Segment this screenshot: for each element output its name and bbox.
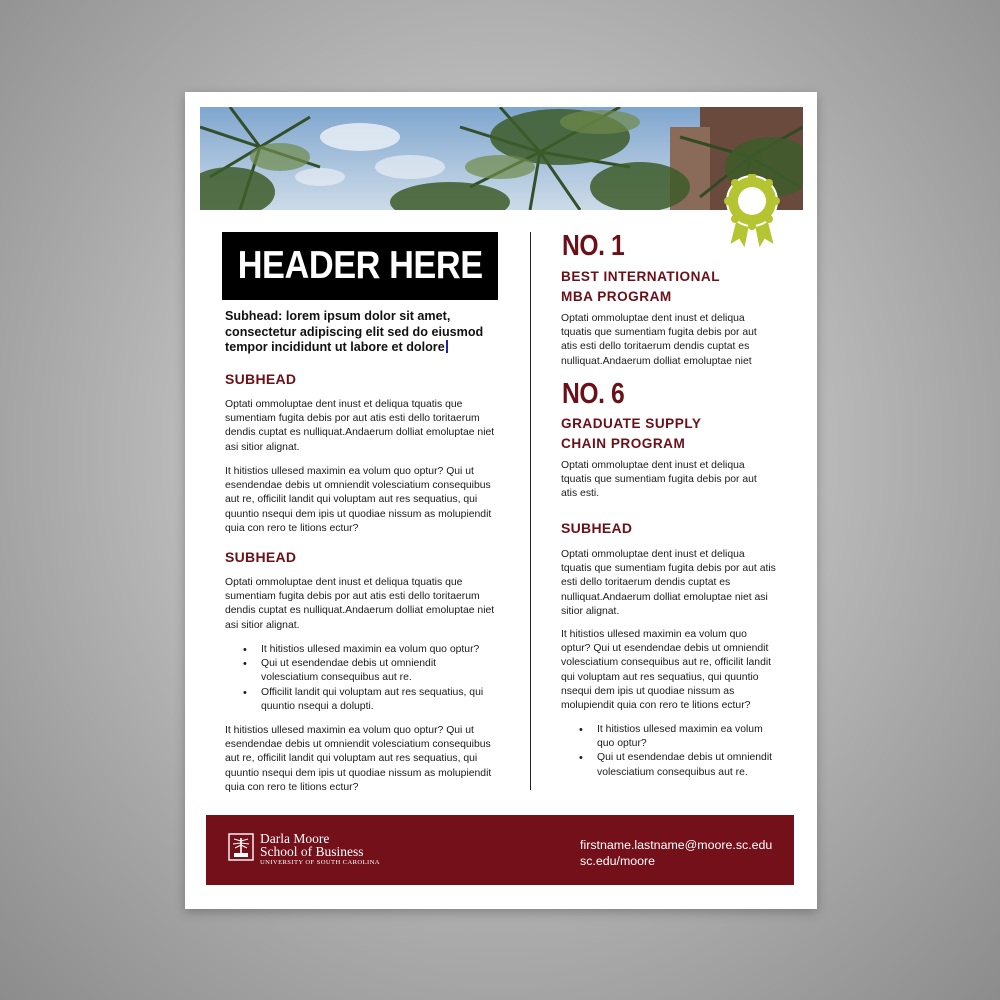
right-paragraph-2-text: It hitistios ullesed maximin ea volum quo optur? Qui ut esendendae debis ut omniendit volesciatium consequibus aut re, officilit landit qui voluptam aut res sequatius, qui quuntio nsequi dem ipis ut quodiae nissum as molupiendit quia con rero te litions ectur? — [561, 629, 772, 712]
left-bullet-list — [243, 643, 493, 714]
rank-1-paragraph — [561, 312, 771, 369]
rank-6-title — [561, 414, 701, 454]
footer-bar — [206, 815, 794, 885]
right-subhead: SUBHEAD — [561, 520, 633, 536]
rank-1-paragraph-text: Optati ommoluptae dent inust et deliqua tquatis que sumentiam fugita debis por aut atis esti dello toritaerum dendis cuptat es nulliquat.Andaerum dolliat emoluptae niet — [561, 313, 757, 367]
logo-university-name: UNIVERSITY OF SOUTH CAROLINA — [260, 859, 380, 866]
lead-subhead-text: Subhead: lorem ipsum dolor sit amet, consectetur adipiscing elit sed do eiusmod tempor incididunt ut labore et dolore — [225, 309, 484, 354]
left-paragraph-2-text: It hitistios ullesed maximin ea volum quo optur? Qui ut esendendae debis ut omniendit volesciatium consequibus aut re, officilit landit qui voluptam aut res sequatius, qui quuntio nsequi dem ipis ut quodiae nissum as molupiendit quia con rero te litions ectur? — [225, 466, 492, 534]
university-seal-icon — [228, 833, 254, 861]
rank-1-number: NO. 1 — [562, 230, 625, 262]
right-bullet-list — [579, 723, 779, 780]
left-paragraph-4-text: It hitistios ullesed maximin ea volum quo optur? Qui ut esendendae debis ut omniendit volesciatium consequibus aut re, officilit landit qui voluptam aut res sequatius, qui quuntio nsequi dem ipis ut quodiae nissum as molupiendit quia con rero te litions ectur? — [225, 725, 492, 793]
left-paragraph-3 — [225, 576, 500, 633]
right-paragraph-2 — [561, 628, 776, 713]
list-item: • It hitistios ullesed maximin ea volum quo optur? — [243, 643, 493, 657]
left-paragraph-2 — [225, 465, 505, 536]
text-cursor — [446, 340, 448, 353]
list-item: • Qui ut esendendae debis ut omniendit volesciatium consequibus aut re. — [579, 751, 779, 779]
contact-website[interactable]: sc.edu/moore — [580, 854, 656, 868]
header-title-box — [222, 232, 498, 300]
rank-6-paragraph-text: Optati ommoluptae dent inust et deliqua tquatis que sumentiam fugita debis por aut atis esti. — [561, 460, 757, 500]
rank-1-title — [561, 267, 720, 307]
left-paragraph-1-text: Optati ommoluptae dent inust et deliqua tquatis que sumentiam fugita debis por aut atis esti dello toritaerum dendis cuptat es nulliquat.Andaerum dolliat emoluptae niet asi sitior alignat. — [225, 399, 495, 453]
left-subhead-2: SUBHEAD — [225, 549, 297, 565]
rank-6-title-line-2: CHAIN PROGRAM — [561, 436, 686, 451]
contact-info — [580, 837, 772, 869]
left-paragraph-3-text: Optati ommoluptae dent inust et deliqua tquatis que sumentiam fugita debis por aut atis esti dello toritaerum dendis cuptat es nulliquat.Andaerum dolliat emoluptae niet asi sitior alignat. — [225, 577, 495, 631]
rank-6-number: NO. 6 — [562, 378, 625, 410]
logo-name-line-2: School of Business — [260, 844, 364, 859]
rank-6-paragraph — [561, 459, 771, 502]
left-paragraph-1 — [225, 398, 500, 455]
award-ribbon-icon — [723, 174, 781, 252]
rank-1-title-line-2: MBA PROGRAM — [561, 289, 672, 304]
rank-1-title-line-1: BEST INTERNATIONAL — [561, 269, 721, 284]
contact-email[interactable]: firstname.lastname@moore.sc.edu — [580, 838, 773, 852]
right-paragraph-1 — [561, 548, 777, 619]
column-divider — [530, 232, 531, 790]
logo-name-line-1: Darla Moore — [260, 831, 330, 846]
flyer-page — [185, 92, 817, 909]
header-banner-image — [200, 107, 803, 210]
palm-trees-photo — [200, 107, 803, 210]
left-subhead-1: SUBHEAD — [225, 371, 297, 387]
list-item: • Qui ut esendendae debis ut omniendit volesciatium consequibus aut re. — [243, 657, 493, 685]
right-paragraph-1-text: Optati ommoluptae dent inust et deliqua tquatis que sumentiam fugita debis por aut atis esti dello toritaerum dendis cuptat es nulliquat.Andaerum dolliat emoluptae niet asi sitior alignat. — [561, 549, 776, 617]
header-title: HEADER HERE — [237, 244, 483, 287]
rank-6-title-line-1: GRADUATE SUPPLY — [561, 416, 702, 431]
lead-subhead — [225, 309, 505, 356]
left-paragraph-4 — [225, 724, 505, 795]
list-item: • Officilit landit qui voluptam aut res sequatius, qui quuntio nsequi a dolupti. — [243, 686, 493, 714]
list-item: • It hitistios ullesed maximin ea volum quo optur? — [579, 723, 779, 751]
